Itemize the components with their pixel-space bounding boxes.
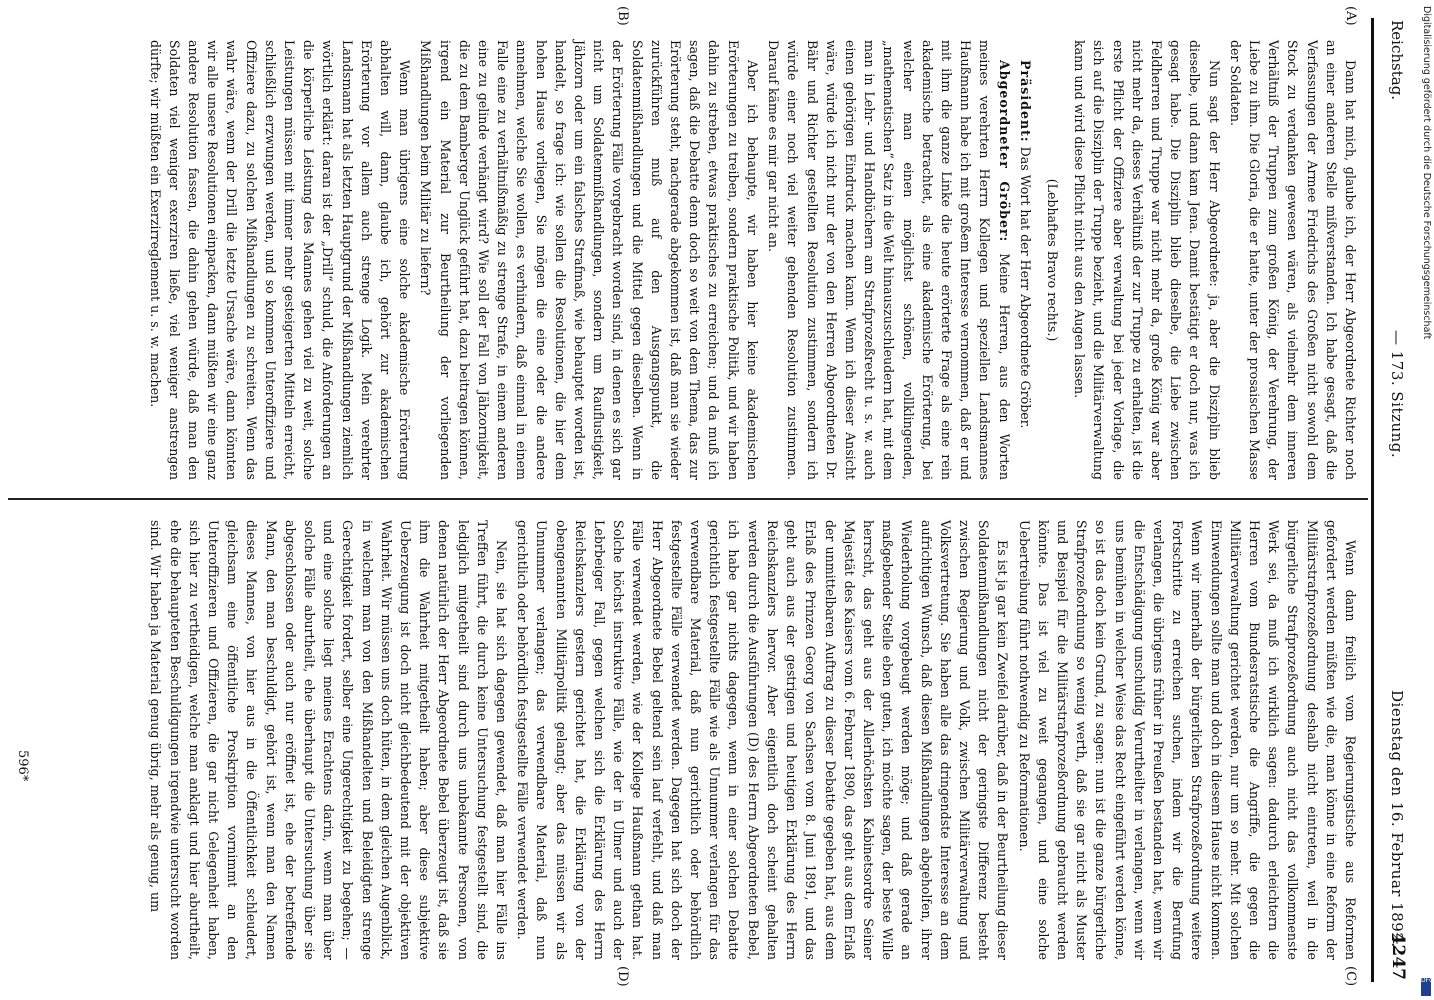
digitization-sidebar <box>1420 0 1432 1000</box>
header-date: Dienstag den 16. Februar 1892. <box>1388 690 1406 948</box>
speaker-paragraph <box>764 40 1014 480</box>
dfg-logo: DFG <box>1421 978 1431 996</box>
speaker-name: Abgeordneter Gröber: <box>996 60 1012 243</box>
margin-label-d: (D) <box>615 966 630 987</box>
margin-label-c: (C) <box>1343 966 1358 987</box>
header-center: — 173. Sitzung. <box>1388 330 1406 459</box>
header-rule <box>1371 18 1374 982</box>
signature-mark: 596* <box>15 750 30 782</box>
paragraph: Wenn dann freilich vom Regierungstische aus Reformen gefordert werden müßten wie die, man könne in eine Reform der Militärstrafprozeßordnung deshalb nicht eintreten, weil in die bürgerliche Strafprozeßordnung auch nicht das vollkommenste Werk sei, da muß ich wirklich sagen: dadurch erleichtern die Herren vom Bundesratstische die Angriffe, die gegen die Militärverwaltung gerichtet werden, nur um so mehr. Mit solchen Einwendungen sollte man und doch in diesem Hause nicht kommen. Wenn wir innerhalb der bürgerlichen Strafprozeßordnung weitere Fortschritte zu erreichen suchen, indem wir die Berufung verlangen, die übrigens früher in Preußen bestanden hat, wenn wir die Entschädigung unschuldig Verurtheilter in verlangen, wenn wir uns bemühen in welcher Weise das Recht eingeführt werden könne, so ist das doch kein Grund, zu sagen: nun ist die ganze bürgerliche Strafprozeßordnung so wenig werth, daß sie gar nicht als Muster und Beispiel für die Militärstrafprozeßordnung gebraucht werden könnte. Das ist viel zu weit gegangen, und eine solche Uebertreibung führt nothwendig zu Reformationen. <box>1016 520 1358 960</box>
paragraph: Es ist ja gar kein Zweifel darüber, daß in der Beurtheilung dieser Soldatenmißhandlungen nicht der geringste Differenz besteht zwischen Regierung und Volk, zwischen Militärverwaltung und Volksvertretung. Sie haben alle das dringendste Interesse an dem aufrichtigen Wunsch, daß diesen Mißhandlungen abgeholfen, ihrer Wiederholung vorgebeugt werden möge; und daß gerade an maßgebender Stelle eben guten, ich möchte sagen, der beste Wille herrscht, das geht aus der Allerhöchsten Kabinetsordre Seiner Majestät des Kaisers vom 6. Februar 1890, das geht aus dem Erlaß der unmittelbaren Auftrag zu dieser Debatte gegeben hat, aus dem Erlaß des Prinzen Georg von Sachsen vom 8. Juni 1891, und das geht auch aus der gestrigen und heutigen Erklärung des Herrn Reichskanzlers hervor. Aber eigentlich doch scheint gehalten werden durch die Ausführungen (D) des Herrn Abgeordneten Bebel, ich habe gar nichts dagegen, wenn in einer solchen Debatte gerichtlich festgestellte Fälle wie als Unnummer verlangen für das verwendbare Material, daß nun gerichtlich oder behördlich festgestellte Fälle verwendet werden. Dagegen hat sich doch der Herr Abgeordnete Bebel geltend sein lauf verfehlt, und daß man Fälle verwendet werden, wie der Kollege Haußmann gethan hat. Solche höchst instruktive Fälle, wie der in Ulmer und auch der Lebrbeiger Fall, gegen welchen sich die Erklärung des Herrn Reichskanzlers gestern gerichtet hat, die Erklärung von der obengenannten Militärpolitik gelangt; aber das müssen wir als Unnummer verlangen; das verwendbare Material, daß nun gerichtlich oder behördlich festgestellte Fälle verwendet werden. <box>515 520 1011 960</box>
margin-label-b: (B) <box>615 6 630 26</box>
funding-credit: Digitalisierung gefördert durch die Deutsche Forschungsgemeinschaft <box>1421 6 1432 340</box>
paragraph: Nun sagt der Herr Abgeordnete: ja, aber die Disziplin blieb dieselbe, und dann kam Jena. Damit bestätigt er doch nur, was ich gesagt habe. Die Disziplin blieb dieselbe, die Liebe zwischen Feldherren und Truppe war nicht mehr da, große König war aber nicht mehr da, dieses Verhältniß der zur Truppe zu erhalten, ist die erste Pflicht der Offiziere aber verwaltung bei jeder Vorlage, die sich auf die Disziplin der Truppe bezieht, und die Militärverwaltung kann und wird diese Pflicht nicht aus den Augen lassen. <box>1072 40 1222 480</box>
speaker-text: Meine Herren, aus den Worten meines verehrten Herrn Kollegen und speziellen Landsmannes Haußmann habe ich mit großem Interesse vernommen, daß er und mit ihm die ganze Linke die heute erörterte Frage als eine rein akademische betrachtet, als eine akademische Erörterung, bei welcher man einen möglichst schönen, vollklingenden, „mathematischen“ Satz in die Welt hinauszuschleudern hat, mit dem man in Lehr- und Handbüchern am Strafprozeßrecht u. s. w. auch einen gehörigen Eindruck machen kann. Wenn ich dieser Ansicht wäre, würde ich nicht nur der von den Herren Abgeordneten Dr. Bähr und Richter gestellten Resolution zustimmen, sondern ich würde einer noch viel weiter gehenden Resolution zustimmen. Darauf käme es mir gar nicht an. <box>766 40 1012 480</box>
left-column <box>143 40 1360 480</box>
applause-note: (Lebhaftes Bravo rechts.) <box>1044 178 1060 342</box>
right-column <box>144 520 1360 960</box>
page-header <box>1380 0 1420 1000</box>
page-number: 4247 <box>1388 932 1408 980</box>
speaker-text: Das Wort hat der Herr Abgeordnete Gröber. <box>1017 146 1033 429</box>
header-left: Reichstag. <box>1388 20 1406 101</box>
column-divider <box>8 498 1368 500</box>
paragraph: Wenn man übrigens eine solche akademische Erörterung abhalten will, dann, glaube ich, gehört zur akademischen Erörterung vor allem auch strenge Logik. Mein verehrter Landsmann hat als letzten Hauptgrund der Mißhandlungen ziemlich wörtlich erklärt: daran ist der „Drill“ schuld, die Anforderungen an die körperliche Leistung des Mannes gehen viel zu weit, solche Leistungen müssen mit immer mehr gesteigerten Mitteln erreicht, schließlich erzwungen werden, und so kommen Unteroffiziere und Offiziere dazu, zu solchen Mißhandlungen zu schreiten. Wenn das wahr wäre, wenn der Drill die letzte Ursache wäre, dann könnten wir alle unsere Resolutionen einpacken, dann müßten wir eine ganz andere Resolution fassen, die dahin gehen würde, daß man den Soldaten viel weniger exerziren ließe, viel weniger anstrengen dürfte; wir müßten ein Exerzirreglement u. s. w. machen. <box>147 40 413 480</box>
paragraph: Aber ich behaupte, wir haben hier keine akademischen Erörterungen zu treiben, sondern praktische Politik, und wir haben dahin zu streben, etwas praktisches zu erreichen; und da muß ich sagen, daß die Debatte denn doch so weit von dem Thema, das zur Erörterung steht, nachgerade abgekommen ist, daß man sie wieder zurückführen muß auf den Ausgangspunkt, die Soldatenmißhandlungen und die Mittel gegen dieselben. Wenn in der Erörterung Fälle vorgebracht worden sind, in denen es sich gar nicht um Soldatenmißhandlungen, sondern um Rauflustigkeit, Jähzorn oder um ein falsches Strafmaß, wie behauptet worden ist, handelt, so frage ich: wie sollen die Resolutionen, die hier dem hohen Hause vorliegen, Sie mögen die eine oder die andere annehmen, welche Sie wollen, es verhindern, daß einmal in einem Falle eine zu verhältnißmäßig zu strenge Strafe, in einem anderen eine zu gelinde verhängt wird? Wie soll der Fall von Jähzornigkeit, die zu dem Bamberger Unglück geführt hat, dazu beitragen können, irgend ein Material zur Beurtheilung der vorliegenden Mißhandlungen beim Militär zu liefern? <box>418 40 760 480</box>
paragraph: Dann hat mich, glaube ich, der Herr Abgeordnete Richter noch an einer anderen Stelle mißverstanden. Ich habe gesagt, daß die Verfassungen der Armee Friedrichs des Großen nicht sowohl dem Stock zu verdanken gewesen wären, als vielmehr dem inneren Verhältniß der Truppen zum großen König, der Verehrung, der Liebe zu ihm. Die Gloria, die er hatte, unter der prosaischen Masse der Soldaten. <box>1227 40 1358 480</box>
margin-label-a: (A) <box>1343 6 1358 26</box>
paragraph: Nein, sie hat sich dagegen gewendet, daß man hier Fälle ins Treffen führt, die durch keine Untersuchung festgestellt sind, die lediglich mitgetheilt sind durch uns unbekannte Personen, von denen natürlich der Herr Abgeordnete Bebel überzeugt ist, daß sie ihm die Wahrheit mitgetheilt haben; aber diese subjektive Ueberzeugung ist doch nicht gleichbedeutend mit der objektiven Wahrheit. Wir müssen uns doch hüten, in dem gleichen Augenblick, in welchem man von den Mißhandelten und Beleidigten strenge Gerechtigkeit fordert, selber eine Ungerechtigkeit zu begehen; — und eine solche liegt meines Erachtens darin, wenn man über solche Fälle aburtheilt, ehe überhaupt die Untersuchung über sie abgeschlossen oder auch nur eröffnet ist, ehe der betreffende Mann, den man beschuldigt, gehört ist, wenn man den Namen dieses Mannes, von hier aus in die Öffentlichkeit schleudert, gleichsam eine öffentliche Proskription vornimmt an den Unteroffizieren und Offizieren, die gar nicht Gelegenheit haben, sich hier zu vertheidigen, welche man anklagt und hier aburtheilt, ehe die behaupteten Beschuldigungen irgendwie untersucht worden sind. Wir haben ja Material genug übrig, mehr als genug, um <box>148 520 510 960</box>
speaker-paragraph <box>1016 40 1035 480</box>
speaker-name: Präsident: <box>1017 60 1033 143</box>
